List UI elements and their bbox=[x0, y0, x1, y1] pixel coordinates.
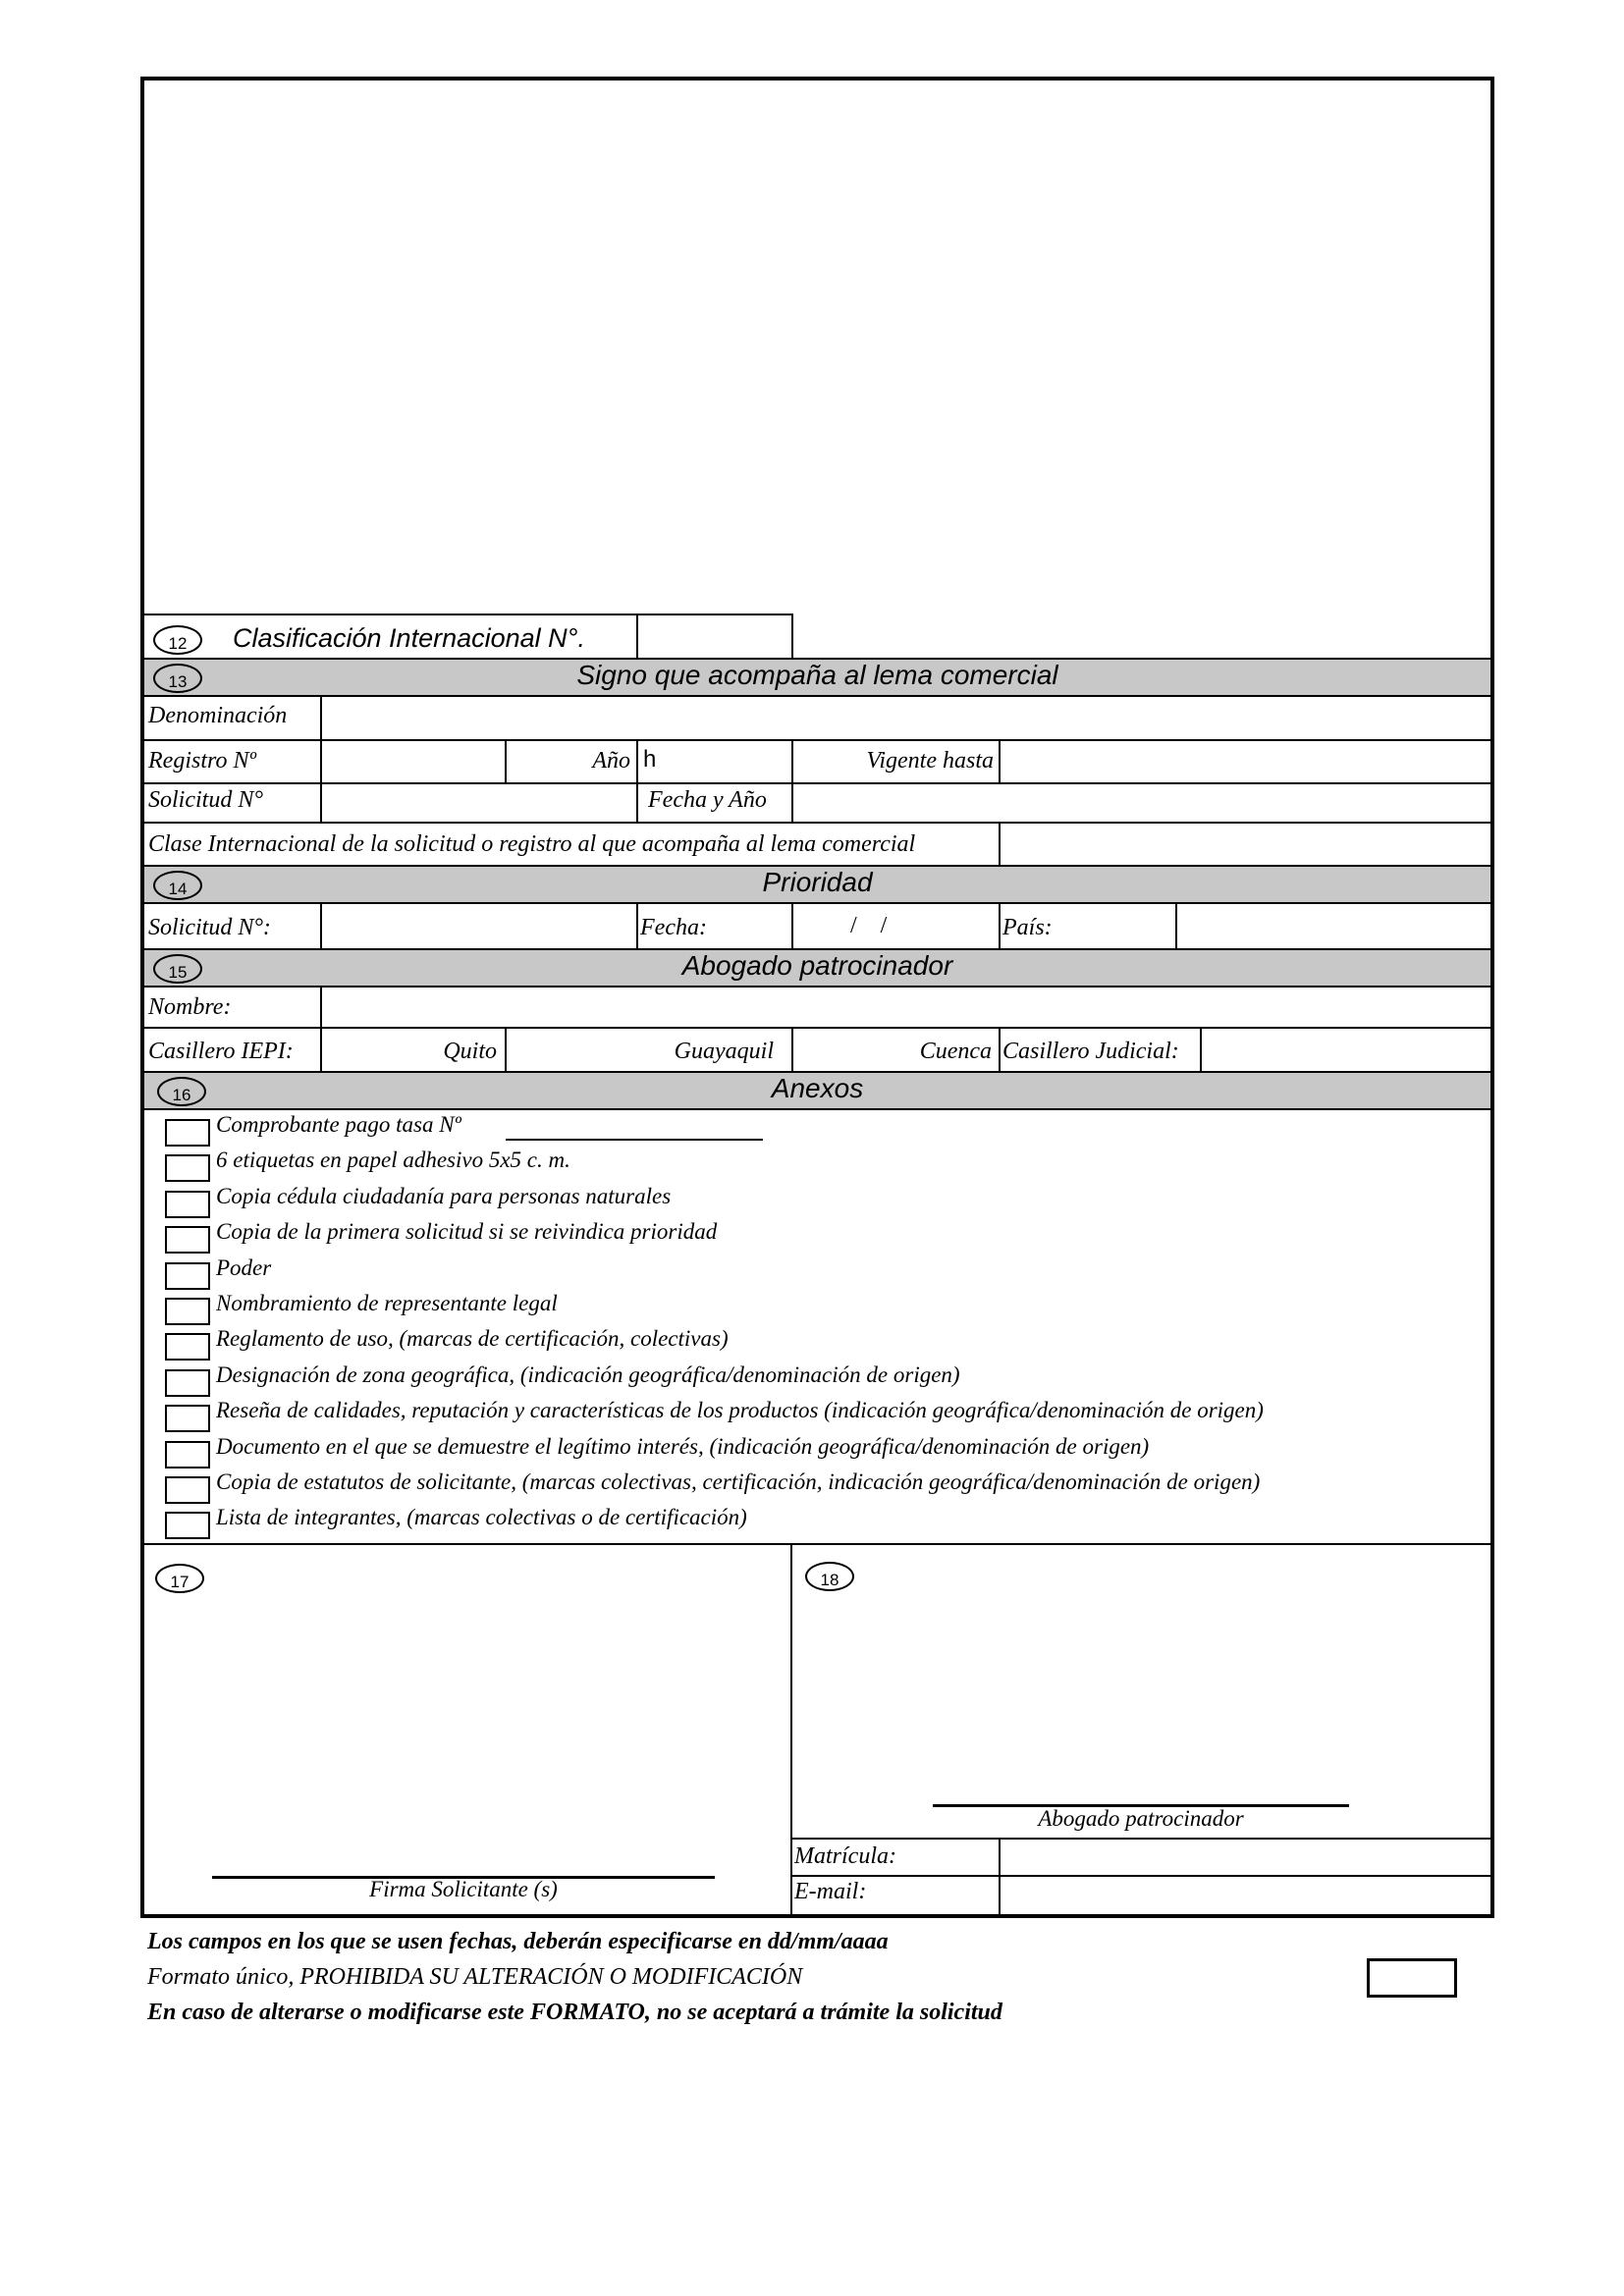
denominacion-input[interactable] bbox=[324, 699, 1489, 739]
matricula-input[interactable] bbox=[1002, 1840, 1489, 1873]
divider bbox=[636, 904, 638, 948]
divider bbox=[320, 988, 322, 1027]
tasa-number-line[interactable] bbox=[506, 1139, 763, 1141]
section-title-prioridad: Prioridad bbox=[762, 867, 873, 897]
divider bbox=[791, 904, 793, 948]
clasificacion-label: Clasificación Internacional N°. bbox=[233, 623, 585, 653]
anexo-checkbox[interactable] bbox=[165, 1512, 210, 1539]
prioridad-solicitud-label: Solicitud N°: bbox=[148, 915, 271, 940]
divider bbox=[791, 739, 793, 783]
divider bbox=[999, 1027, 1001, 1071]
anexo-label: 6 etiquetas en papel adhesivo 5x5 c. m. bbox=[216, 1148, 570, 1172]
divider bbox=[144, 1543, 1490, 1545]
registro-input[interactable] bbox=[324, 741, 503, 781]
divider bbox=[505, 1027, 507, 1071]
prioridad-fecha-input[interactable]: / / bbox=[850, 913, 888, 938]
divider bbox=[320, 782, 322, 822]
anexo-checkbox[interactable] bbox=[165, 1476, 210, 1504]
firma-label: Firma Solicitante (s) bbox=[369, 1877, 558, 1901]
guayaquil-label: Guayaquil bbox=[674, 1039, 774, 1064]
divider bbox=[636, 739, 638, 783]
registro-label: Registro Nº bbox=[148, 748, 256, 774]
divider bbox=[791, 614, 793, 658]
divider bbox=[320, 697, 322, 741]
prioridad-fecha-label: Fecha: bbox=[640, 915, 707, 940]
solicitud-input[interactable] bbox=[324, 784, 634, 820]
anexo-checkbox[interactable] bbox=[165, 1119, 210, 1147]
clasificacion-input[interactable] bbox=[640, 616, 789, 656]
anexo-label: Reseña de calidades, reputación y características de los productos (indicación geográfica/denominación de origen) bbox=[216, 1398, 1264, 1422]
divider bbox=[144, 614, 792, 615]
anio-input[interactable]: h bbox=[643, 746, 657, 773]
section-number-13: 13 bbox=[153, 664, 202, 693]
section-title-signo: Signo que acompaña al lema comercial bbox=[576, 660, 1058, 690]
casillero-judicial-label: Casillero Judicial: bbox=[1002, 1039, 1179, 1064]
firma-signature-area[interactable] bbox=[147, 1600, 785, 1875]
anexo-label: Comprobante pago tasa Nº bbox=[216, 1112, 461, 1137]
solicitud-label: Solicitud N° bbox=[148, 787, 263, 813]
anexo-checkbox[interactable] bbox=[165, 1441, 210, 1468]
section-title-anexos: Anexos bbox=[771, 1073, 864, 1103]
anexo-checkbox[interactable] bbox=[165, 1191, 210, 1218]
clase-input[interactable] bbox=[1002, 824, 1489, 864]
anexo-label: Copia de la primera solicitud si se reivindica prioridad bbox=[216, 1219, 718, 1244]
divider bbox=[999, 822, 1001, 866]
prioridad-solicitud-input[interactable] bbox=[324, 906, 634, 946]
abogado-signature-area[interactable] bbox=[797, 1600, 1485, 1796]
anexo-label: Designación de zona geográfica, (indicación geográfica/denominación de origen) bbox=[216, 1362, 960, 1387]
anexo-checkbox[interactable] bbox=[165, 1262, 210, 1290]
nombre-input[interactable] bbox=[324, 989, 1489, 1025]
anexo-label: Nombramiento de representante legal bbox=[216, 1291, 558, 1315]
fecha-anio-input[interactable] bbox=[795, 784, 1489, 820]
logo-image-area bbox=[144, 80, 1490, 611]
divider bbox=[999, 904, 1001, 948]
pais-input[interactable] bbox=[1179, 906, 1489, 946]
divider bbox=[999, 739, 1001, 783]
anexo-label: Lista de integrantes, (marcas colectivas o de certificación) bbox=[216, 1505, 747, 1529]
divider bbox=[1200, 1027, 1202, 1071]
section-number-17: 17 bbox=[155, 1564, 204, 1593]
divider bbox=[791, 782, 793, 822]
cuenca-label: Cuenca bbox=[919, 1039, 992, 1064]
divider bbox=[320, 904, 322, 948]
anexo-checkbox[interactable] bbox=[165, 1333, 210, 1361]
vigente-input[interactable] bbox=[1002, 741, 1489, 781]
quito-label: Quito bbox=[443, 1039, 497, 1064]
footer-note-dates: Los campos en los que se usen fechas, deberán especificarse en dd/mm/aaaa bbox=[147, 1929, 889, 1954]
section-number-14: 14 bbox=[153, 871, 202, 900]
anexo-checkbox[interactable] bbox=[165, 1369, 210, 1397]
anexo-label: Documento en el que se demuestre el legítimo interés, (indicación geográfica/denominación de origen) bbox=[216, 1434, 1150, 1459]
divider bbox=[320, 739, 322, 783]
casillero-judicial-input[interactable] bbox=[1204, 1029, 1489, 1069]
anexo-checkbox[interactable] bbox=[165, 1226, 210, 1254]
divider bbox=[1175, 904, 1177, 948]
form-code-box bbox=[1367, 1958, 1457, 1998]
section-title-abogado: Abogado patrocinador bbox=[681, 950, 953, 981]
email-input[interactable] bbox=[1002, 1877, 1489, 1912]
anexo-label: Reglamento de uso, (marcas de certificación, colectivas) bbox=[216, 1326, 729, 1351]
abogado-firma-label: Abogado patrocinador bbox=[1038, 1806, 1244, 1831]
footer-note-rejection: En caso de alterarse o modificarse este FORMATO, no se aceptará a trámite la solicitud bbox=[147, 2000, 1002, 2025]
divider bbox=[636, 614, 638, 658]
matricula-label: Matrícula: bbox=[794, 1843, 896, 1869]
anexo-label: Copia cédula ciudadanía para personas naturales bbox=[216, 1184, 672, 1208]
anio-label: Año bbox=[592, 748, 630, 774]
anexo-checkbox[interactable] bbox=[165, 1405, 210, 1432]
anexo-label: Copia de estatutos de solicitante, (marcas colectivas, certificación, indicación geográfica/denominación de origen) bbox=[216, 1469, 1261, 1494]
divider bbox=[790, 1543, 792, 1914]
pais-label: País: bbox=[1002, 915, 1053, 940]
anexo-checkbox[interactable] bbox=[165, 1154, 210, 1182]
casillero-iepi-label: Casillero IEPI: bbox=[148, 1039, 294, 1064]
divider bbox=[320, 1027, 322, 1071]
divider bbox=[636, 782, 638, 822]
footer-note-format: Formato único, PROHIBIDA SU ALTERACIÓN O MODIFICACIÓN bbox=[147, 1964, 803, 1990]
fecha-anio-label: Fecha y Año bbox=[648, 787, 767, 813]
denominacion-label: Denominación bbox=[148, 703, 288, 728]
nombre-label: Nombre: bbox=[148, 994, 232, 1020]
section-number-18: 18 bbox=[805, 1562, 854, 1591]
vigente-label: Vigente hasta bbox=[866, 748, 994, 774]
section-number-16: 16 bbox=[157, 1077, 206, 1106]
divider bbox=[505, 739, 507, 783]
clase-label: Clase Internacional de la solicitud o registro al que acompaña al lema comercial bbox=[148, 831, 916, 857]
email-label: E-mail: bbox=[794, 1879, 867, 1904]
section-number-12: 12 bbox=[153, 625, 202, 655]
section-number-15: 15 bbox=[153, 954, 202, 984]
divider bbox=[791, 1027, 793, 1071]
anexo-checkbox[interactable] bbox=[165, 1298, 210, 1325]
anexo-label: Poder bbox=[216, 1255, 272, 1280]
